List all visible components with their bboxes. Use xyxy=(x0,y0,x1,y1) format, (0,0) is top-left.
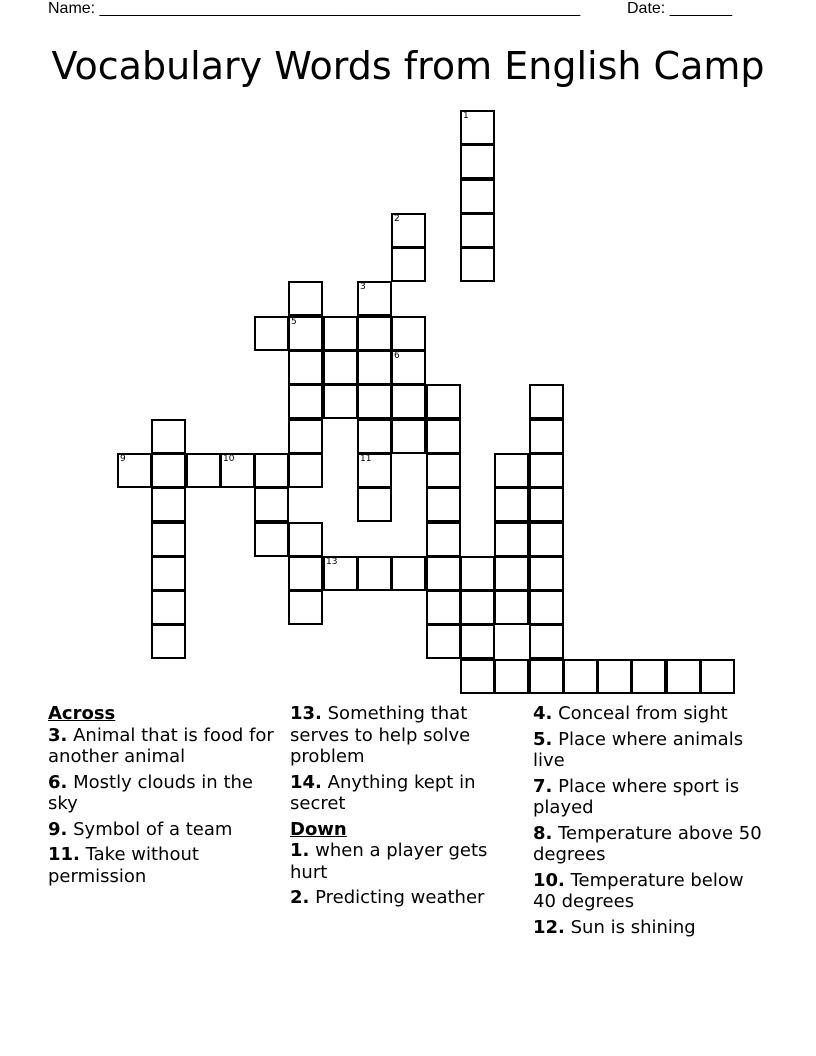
crossword-cell[interactable] xyxy=(460,144,495,179)
crossword-cell[interactable] xyxy=(426,624,461,659)
crossword-cell[interactable] xyxy=(323,316,358,351)
crossword-cell[interactable] xyxy=(288,419,323,454)
crossword-cell[interactable] xyxy=(391,384,426,419)
clue-number: 4. xyxy=(533,703,553,724)
clue-text: Temperature below 40 degrees xyxy=(533,869,744,912)
crossword-cell[interactable] xyxy=(666,659,701,694)
crossword-cell[interactable] xyxy=(151,624,186,659)
down-clue-8 xyxy=(533,823,769,866)
clue-number: 3. xyxy=(48,724,68,746)
across-clue-11 xyxy=(48,844,284,887)
crossword-cell[interactable] xyxy=(700,659,735,694)
clue-text: Predicting weather xyxy=(315,887,485,908)
crossword-cell[interactable] xyxy=(494,487,529,522)
crossword-cell[interactable] xyxy=(391,247,426,282)
crossword-cell[interactable] xyxy=(254,487,289,522)
clue-number: 10. xyxy=(533,869,565,891)
across-clue-6 xyxy=(48,772,284,815)
crossword-cell[interactable] xyxy=(426,487,461,522)
clue-text: Conceal from sight xyxy=(558,703,728,724)
crossword-cell[interactable] xyxy=(460,590,495,625)
crossword-cell[interactable] xyxy=(357,419,392,454)
crossword-cell[interactable] xyxy=(460,247,495,282)
crossword-cell[interactable] xyxy=(288,384,323,419)
crossword-cell[interactable] xyxy=(151,522,186,557)
down-clue-12 xyxy=(533,917,769,939)
down-clue-10 xyxy=(533,870,769,913)
cell-number: 6 xyxy=(394,351,400,361)
crossword-cell[interactable] xyxy=(288,590,323,625)
clue-number: 7. xyxy=(533,775,553,797)
crossword-cell[interactable] xyxy=(529,590,564,625)
clue-column-1 xyxy=(48,703,284,891)
date-field-line: Date: _______ xyxy=(627,0,732,17)
crossword-cell[interactable] xyxy=(357,487,392,522)
down-clue-2 xyxy=(290,887,526,909)
crossword-cell[interactable] xyxy=(357,384,392,419)
clue-number: 12. xyxy=(533,916,565,938)
across-clue-13 xyxy=(290,703,526,768)
cell-number: 13 xyxy=(326,557,338,567)
crossword-cell[interactable] xyxy=(529,556,564,591)
crossword-cell[interactable] xyxy=(494,453,529,488)
clue-number: 6. xyxy=(48,771,68,793)
across-clue-9 xyxy=(48,819,284,841)
clue-number: 8. xyxy=(533,822,553,844)
crossword-cell[interactable] xyxy=(597,659,632,694)
crossword-cell[interactable] xyxy=(288,556,323,591)
crossword-cell[interactable] xyxy=(426,556,461,591)
crossword-cell[interactable] xyxy=(529,419,564,454)
crossword-cell[interactable] xyxy=(323,384,358,419)
crossword-cell[interactable] xyxy=(460,624,495,659)
crossword-cell[interactable] xyxy=(151,556,186,591)
crossword-cell[interactable] xyxy=(460,179,495,214)
crossword-cell[interactable] xyxy=(529,487,564,522)
clue-number: 5. xyxy=(533,728,553,750)
crossword-cell[interactable] xyxy=(357,281,392,316)
crossword-cell[interactable] xyxy=(426,419,461,454)
crossword-cell[interactable] xyxy=(254,453,289,488)
clue-text: when a player gets hurt xyxy=(290,840,488,883)
clue-column-2 xyxy=(290,703,526,913)
crossword-cell[interactable] xyxy=(426,522,461,557)
crossword-cell[interactable] xyxy=(529,522,564,557)
clue-text: Something that serves to help solve problem xyxy=(290,703,471,767)
crossword-cell[interactable] xyxy=(288,453,323,488)
crossword-cell[interactable] xyxy=(288,522,323,557)
down-clue-1 xyxy=(290,840,526,883)
down-clue-5 xyxy=(533,729,769,772)
crossword-cell[interactable] xyxy=(288,316,323,351)
clue-text: Place where sport is played xyxy=(533,775,740,818)
crossword-cell[interactable] xyxy=(357,350,392,385)
clue-number: 9. xyxy=(48,818,68,840)
clue-text: Symbol of a team xyxy=(73,818,233,840)
across-heading: Across xyxy=(48,703,116,724)
clue-text: Mostly clouds in the sky xyxy=(48,771,253,814)
clue-text: Temperature above 50 degrees xyxy=(533,822,762,865)
crossword-cell[interactable] xyxy=(529,453,564,488)
clue-text: Anything kept in secret xyxy=(290,771,476,814)
clue-text: Sun is shining xyxy=(570,916,696,938)
clue-text: Take without permission xyxy=(48,844,199,887)
crossword-cell[interactable] xyxy=(529,659,564,694)
clue-number: 1. xyxy=(290,840,310,861)
crossword-cell[interactable] xyxy=(254,522,289,557)
down-clue-7 xyxy=(533,776,769,819)
clue-number: 2. xyxy=(290,887,310,908)
crossword-cell[interactable] xyxy=(391,316,426,351)
crossword-cell[interactable] xyxy=(460,213,495,248)
crossword-cell[interactable] xyxy=(631,659,666,694)
crossword-cell[interactable] xyxy=(494,590,529,625)
crossword-cell[interactable] xyxy=(460,556,495,591)
clue-number: 11. xyxy=(48,844,80,865)
cell-number: 10 xyxy=(223,454,235,464)
down-clue-4 xyxy=(533,703,769,725)
crossword-cell[interactable] xyxy=(220,453,255,488)
crossword-cell[interactable] xyxy=(460,659,495,694)
crossword-cell[interactable] xyxy=(391,556,426,591)
crossword-cell[interactable] xyxy=(563,659,598,694)
down-heading: Down xyxy=(290,818,347,840)
crossword-cell[interactable] xyxy=(323,556,358,591)
crossword-cell[interactable] xyxy=(391,213,426,248)
crossword-cell[interactable] xyxy=(494,556,529,591)
clue-number: 14. xyxy=(290,771,322,793)
crossword-cell[interactable] xyxy=(391,419,426,454)
crossword-cell[interactable] xyxy=(529,624,564,659)
across-clue-14 xyxy=(290,772,526,815)
crossword-cell[interactable] xyxy=(151,453,186,488)
crossword-cell[interactable] xyxy=(357,316,392,351)
crossword-cell[interactable] xyxy=(323,350,358,385)
crossword-cell[interactable] xyxy=(288,281,323,316)
name-field-line: Name: ______________________________________________________ xyxy=(48,0,581,17)
crossword-cell[interactable] xyxy=(254,316,289,351)
crossword-cell[interactable] xyxy=(426,384,461,419)
clue-number: 13. xyxy=(290,703,322,724)
clue-text: Place where animals live xyxy=(533,728,744,771)
clue-column-3 xyxy=(533,703,769,942)
crossword-cell[interactable] xyxy=(186,453,221,488)
crossword-cell[interactable] xyxy=(151,419,186,454)
crossword-cell[interactable] xyxy=(288,350,323,385)
crossword-cell[interactable] xyxy=(117,453,152,488)
crossword-cell[interactable] xyxy=(426,590,461,625)
cell-number: 9 xyxy=(120,454,126,464)
crossword-cell[interactable] xyxy=(391,350,426,385)
cell-number: 5 xyxy=(291,317,297,327)
page-title: Vocabulary Words from English Camp xyxy=(51,44,765,88)
crossword-cell[interactable] xyxy=(460,110,495,145)
across-clue-3 xyxy=(48,725,284,768)
crossword-cell[interactable] xyxy=(494,522,529,557)
cell-number: 11 xyxy=(360,454,372,464)
crossword-cell[interactable] xyxy=(357,556,392,591)
clue-text: Animal that is food for another animal xyxy=(48,724,274,767)
crossword-cell[interactable] xyxy=(426,453,461,488)
crossword-cell[interactable] xyxy=(529,384,564,419)
crossword-cell[interactable] xyxy=(357,453,392,488)
cell-number: 3 xyxy=(360,282,366,292)
cell-number: 2 xyxy=(394,214,400,224)
crossword-cell[interactable] xyxy=(151,590,186,625)
crossword-cell[interactable] xyxy=(494,659,529,694)
crossword-cell[interactable] xyxy=(151,487,186,522)
cell-number: 1 xyxy=(463,111,469,121)
